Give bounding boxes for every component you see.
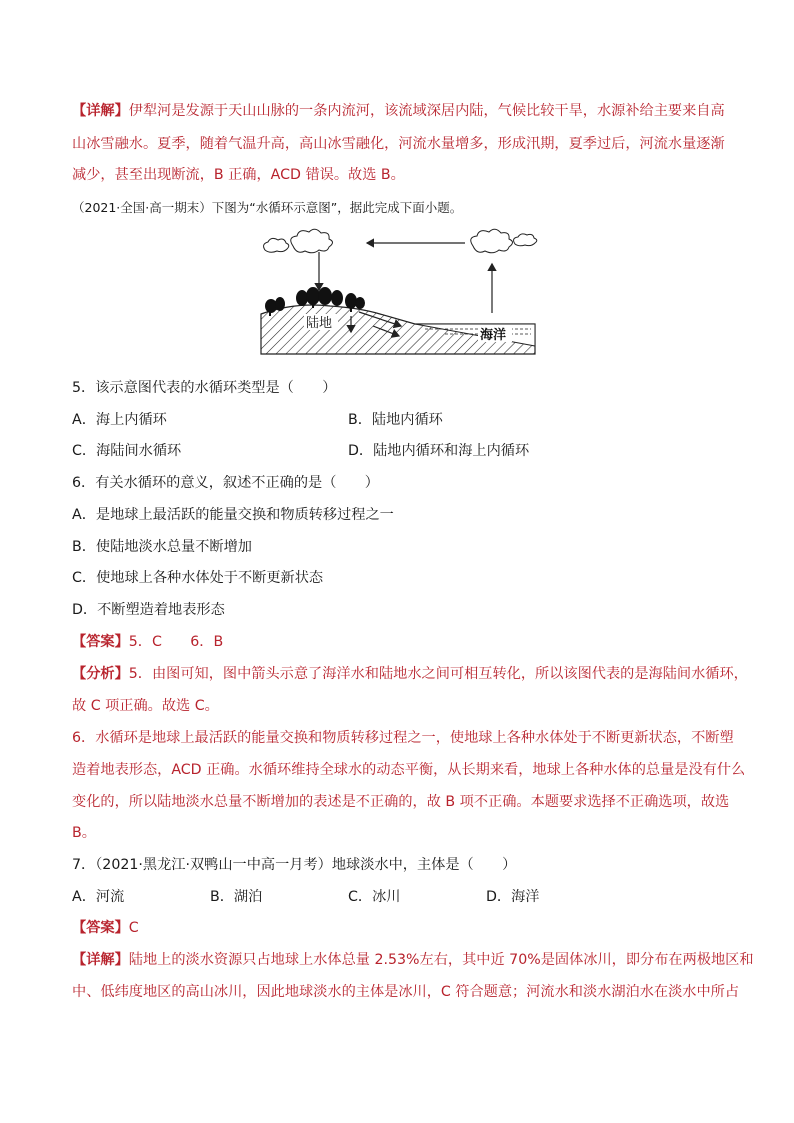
question-7-stem: 7．（2021·黑龙江·双鸭山一中高一月考）地球淡水中，主体是（ ）: [72, 857, 517, 873]
answer-tag: 【答案】: [72, 920, 129, 936]
answer-tag: 【答案】: [72, 634, 129, 650]
question-5-stem: 5．该示意图代表的水循环类型是（ ）: [72, 380, 337, 396]
water-cycle-diagram: [255, 226, 545, 358]
answer-text: 5．C 6．B: [128, 634, 224, 650]
question-5-option-b: B．陆地内循环: [348, 412, 443, 428]
detail-paragraph-line3: 减少，甚至出现断流，B 正确，ACD 错误。故选 B。: [72, 167, 405, 183]
question-5-option-c: C．海陆间水循环: [72, 443, 182, 459]
analysis-text: 5．由图可知，图中箭头示意了海洋水和陆地水之间可相互转化，所以该图代表的是海陆间水循环，: [128, 666, 748, 682]
question-5-option-d: D．陆地内循环和海上内循环: [348, 443, 530, 459]
detail-text: 陆地上的淡水资源只占地球上水体总量 2.53%左右，其中近 70%是固体冰川，即分布在两极地区和: [128, 952, 754, 968]
detail-7-line2: 中、低纬度地区的高山冰川，因此地球淡水的主体是冰川，C 符合题意；河流水和淡水湖泊水在淡水中所占: [72, 984, 740, 1000]
ocean-label: 海洋: [480, 328, 507, 343]
detail-paragraph-line1: [72, 101, 725, 121]
question-6-option-d: D．不断塑造着地表形态: [72, 602, 225, 618]
analysis-line3: 6．水循环是地球上最活跃的能量交换和物质转移过程之一，使地球上各种水体处于不断更新状态，不断塑: [72, 730, 734, 746]
detail-tag: 【详解】: [72, 952, 129, 968]
analysis-line1: [72, 664, 748, 684]
question-intro: （2021·全国·高一期末）下图为“水循环示意图”，据此完成下面小题。: [72, 200, 463, 215]
analysis-tag: 【分析】: [72, 666, 129, 682]
question-7-option-a: A．河流: [72, 889, 125, 905]
question-6-stem: 6．有关水循环的意义，叙述不正确的是（ ）: [72, 475, 379, 491]
detail-paragraph-line2: 山冰雪融水。夏季，随着气温升高，高山冰雪融化，河流水量增多，形成汛期，夏季过后，河流水量逐渐: [72, 136, 725, 152]
analysis-line4: 造着地表形态，ACD 正确。水循环维持全球水的动态平衡，从长期来看，地球上各种水体的总量是没有什么: [72, 762, 746, 778]
question-7-option-d: D．海洋: [486, 889, 540, 905]
analysis-line6: B。: [72, 825, 96, 841]
question-7-option-b: B．湖泊: [210, 889, 263, 905]
land-cloud-icon: [264, 229, 333, 253]
detail-text: 伊犁河是发源于天山山脉的一条内流河，该流域深居内陆，气候比较干旱，水源补给主要来自高: [128, 103, 725, 119]
question-6-option-a: A．是地球上最活跃的能量交换和物质转移过程之一: [72, 507, 394, 523]
answer-text: C: [128, 920, 139, 936]
question-6-option-c: C．使地球上各种水体处于不断更新状态: [72, 570, 324, 586]
question-7-option-c: C．冰川: [348, 889, 401, 905]
land-label: 陆地: [306, 316, 333, 331]
sea-cloud-icon: [471, 229, 537, 253]
answer-5-6: [72, 632, 223, 652]
question-5-option-a: A．海上内循环: [72, 412, 167, 428]
answer-7: [72, 918, 139, 938]
analysis-line2: 故 C 项正确。故选 C。: [72, 698, 219, 714]
question-6-option-b: B．使陆地淡水总量不断增加: [72, 539, 252, 555]
analysis-line5: 变化的，所以陆地淡水总量不断增加的表述是不正确的，故 B 项不正确。本题要求选择不正确选项，故选: [72, 794, 730, 810]
detail-7-line1: [72, 950, 754, 970]
detail-tag: 【详解】: [72, 103, 129, 119]
